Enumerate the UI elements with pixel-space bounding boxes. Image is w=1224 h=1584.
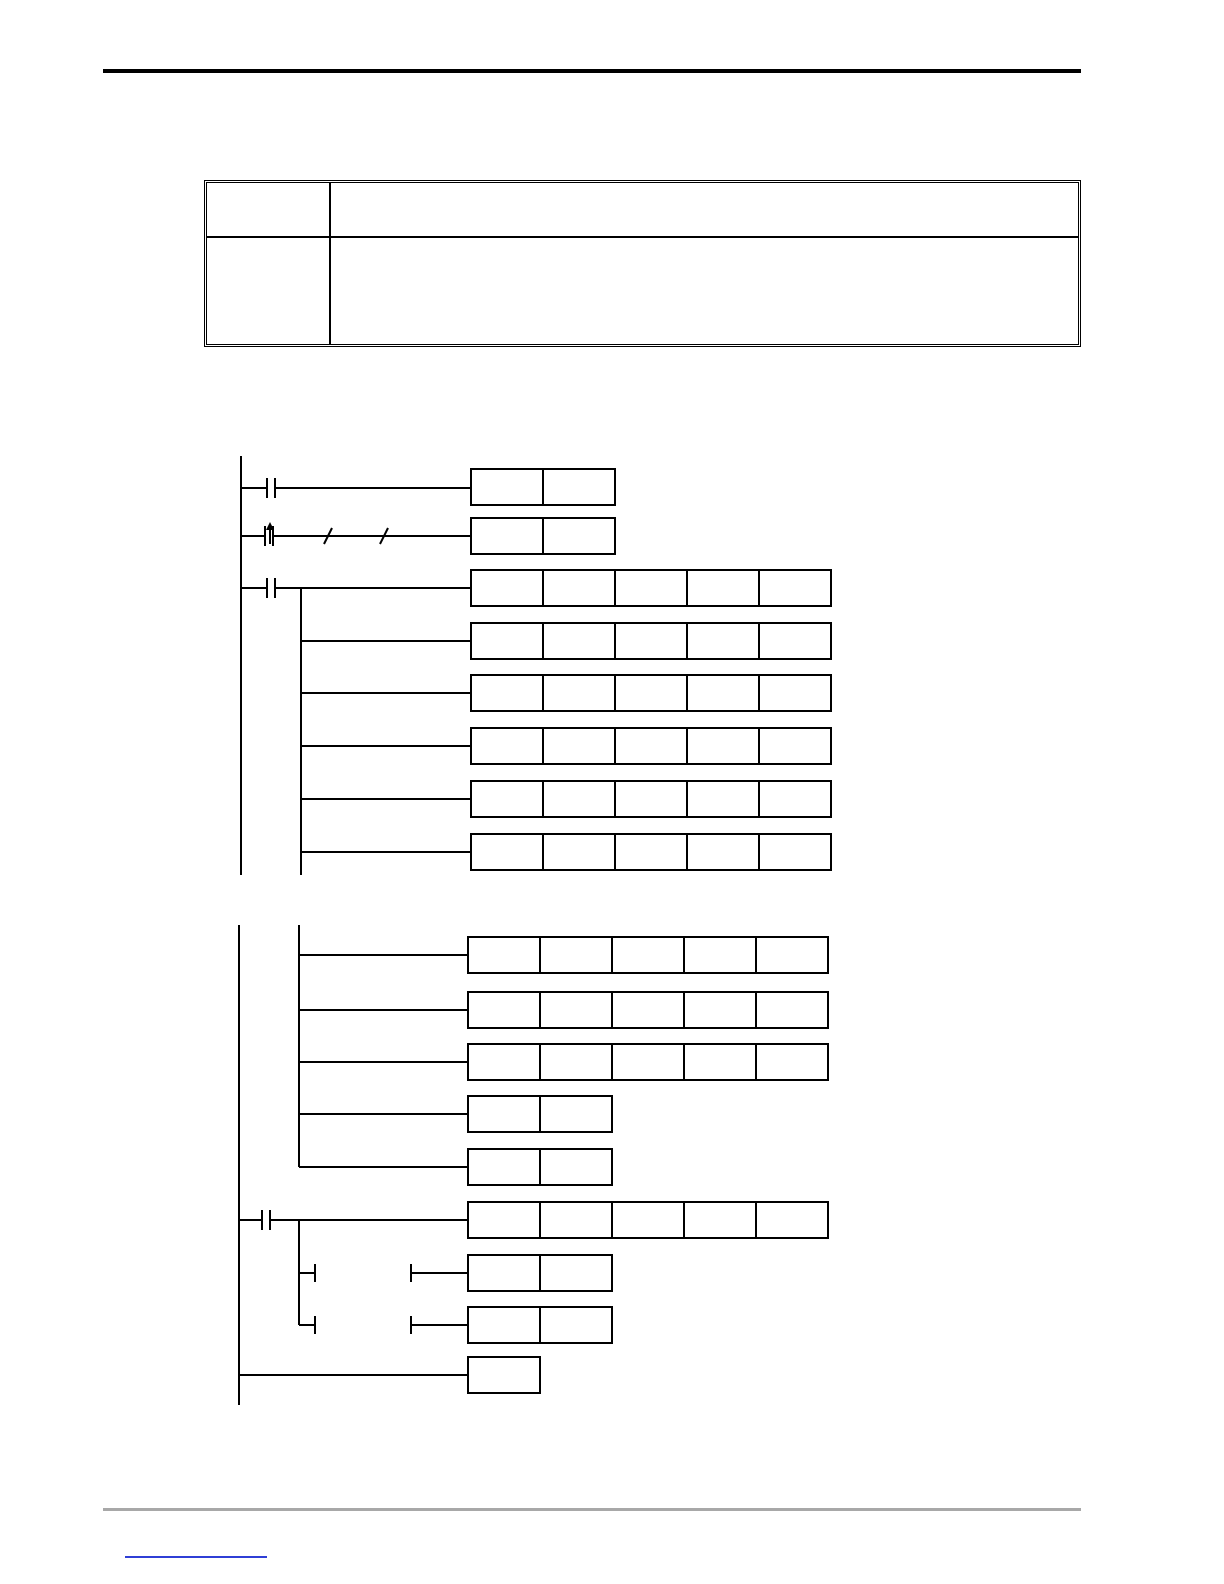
instruction-cell (615, 570, 687, 606)
instruction-cell (468, 1307, 540, 1343)
footer-link[interactable] (125, 1556, 267, 1558)
instruction-cell (759, 623, 831, 659)
instruction-cell (471, 675, 543, 711)
instruction-cell (543, 518, 615, 554)
instruction-cell (684, 1202, 756, 1238)
instruction-cell (471, 570, 543, 606)
instruction-cell (759, 781, 831, 817)
instruction-cell (756, 937, 828, 973)
instruction-cell (687, 675, 759, 711)
instruction-cell (468, 992, 540, 1028)
instruction-cell (540, 992, 612, 1028)
instruction-cell (615, 675, 687, 711)
instruction-cell (468, 937, 540, 973)
instruction-cell (687, 728, 759, 764)
instruction-cell (756, 1044, 828, 1080)
instruction-cell (687, 834, 759, 870)
instruction-cell (540, 1149, 612, 1185)
instruction-cell (468, 1149, 540, 1185)
instruction-cell (612, 992, 684, 1028)
instruction-cell (540, 937, 612, 973)
instruction-cell (471, 834, 543, 870)
instruction-cell (468, 1096, 540, 1132)
instruction-cell (612, 937, 684, 973)
instruction-cell (684, 937, 756, 973)
instruction-cell (684, 992, 756, 1028)
instruction-cell (543, 675, 615, 711)
instruction-cell (756, 1202, 828, 1238)
instruction-cell (543, 570, 615, 606)
instruction-cell (540, 1044, 612, 1080)
instruction-cell (471, 781, 543, 817)
instruction-cell (471, 518, 543, 554)
instruction-cell (612, 1044, 684, 1080)
instruction-cell (471, 728, 543, 764)
instruction-cell (687, 623, 759, 659)
instruction-cell (615, 623, 687, 659)
instruction-cell (468, 1044, 540, 1080)
instruction-cell (543, 781, 615, 817)
end-instruction-cell (468, 1357, 540, 1393)
instruction-cell (471, 623, 543, 659)
instruction-cell (615, 781, 687, 817)
instruction-cell (543, 834, 615, 870)
instruction-cell (540, 1096, 612, 1132)
instruction-cell (615, 728, 687, 764)
instruction-cell (540, 1202, 612, 1238)
instruction-cell (612, 1202, 684, 1238)
instruction-cell (687, 570, 759, 606)
instruction-cell (759, 834, 831, 870)
instruction-cell (468, 1202, 540, 1238)
instruction-cell (468, 1255, 540, 1291)
instruction-cell (759, 570, 831, 606)
instruction-cell (687, 781, 759, 817)
instruction-cell (543, 469, 615, 505)
instruction-cell (543, 728, 615, 764)
instruction-cell (759, 728, 831, 764)
instruction-cell (756, 992, 828, 1028)
instruction-cell (543, 623, 615, 659)
instruction-cell (471, 469, 543, 505)
instruction-cell (684, 1044, 756, 1080)
instruction-cell (615, 834, 687, 870)
instruction-cell (540, 1255, 612, 1291)
footer-rule (103, 1508, 1081, 1511)
instruction-cell (759, 675, 831, 711)
instruction-cell (540, 1307, 612, 1343)
